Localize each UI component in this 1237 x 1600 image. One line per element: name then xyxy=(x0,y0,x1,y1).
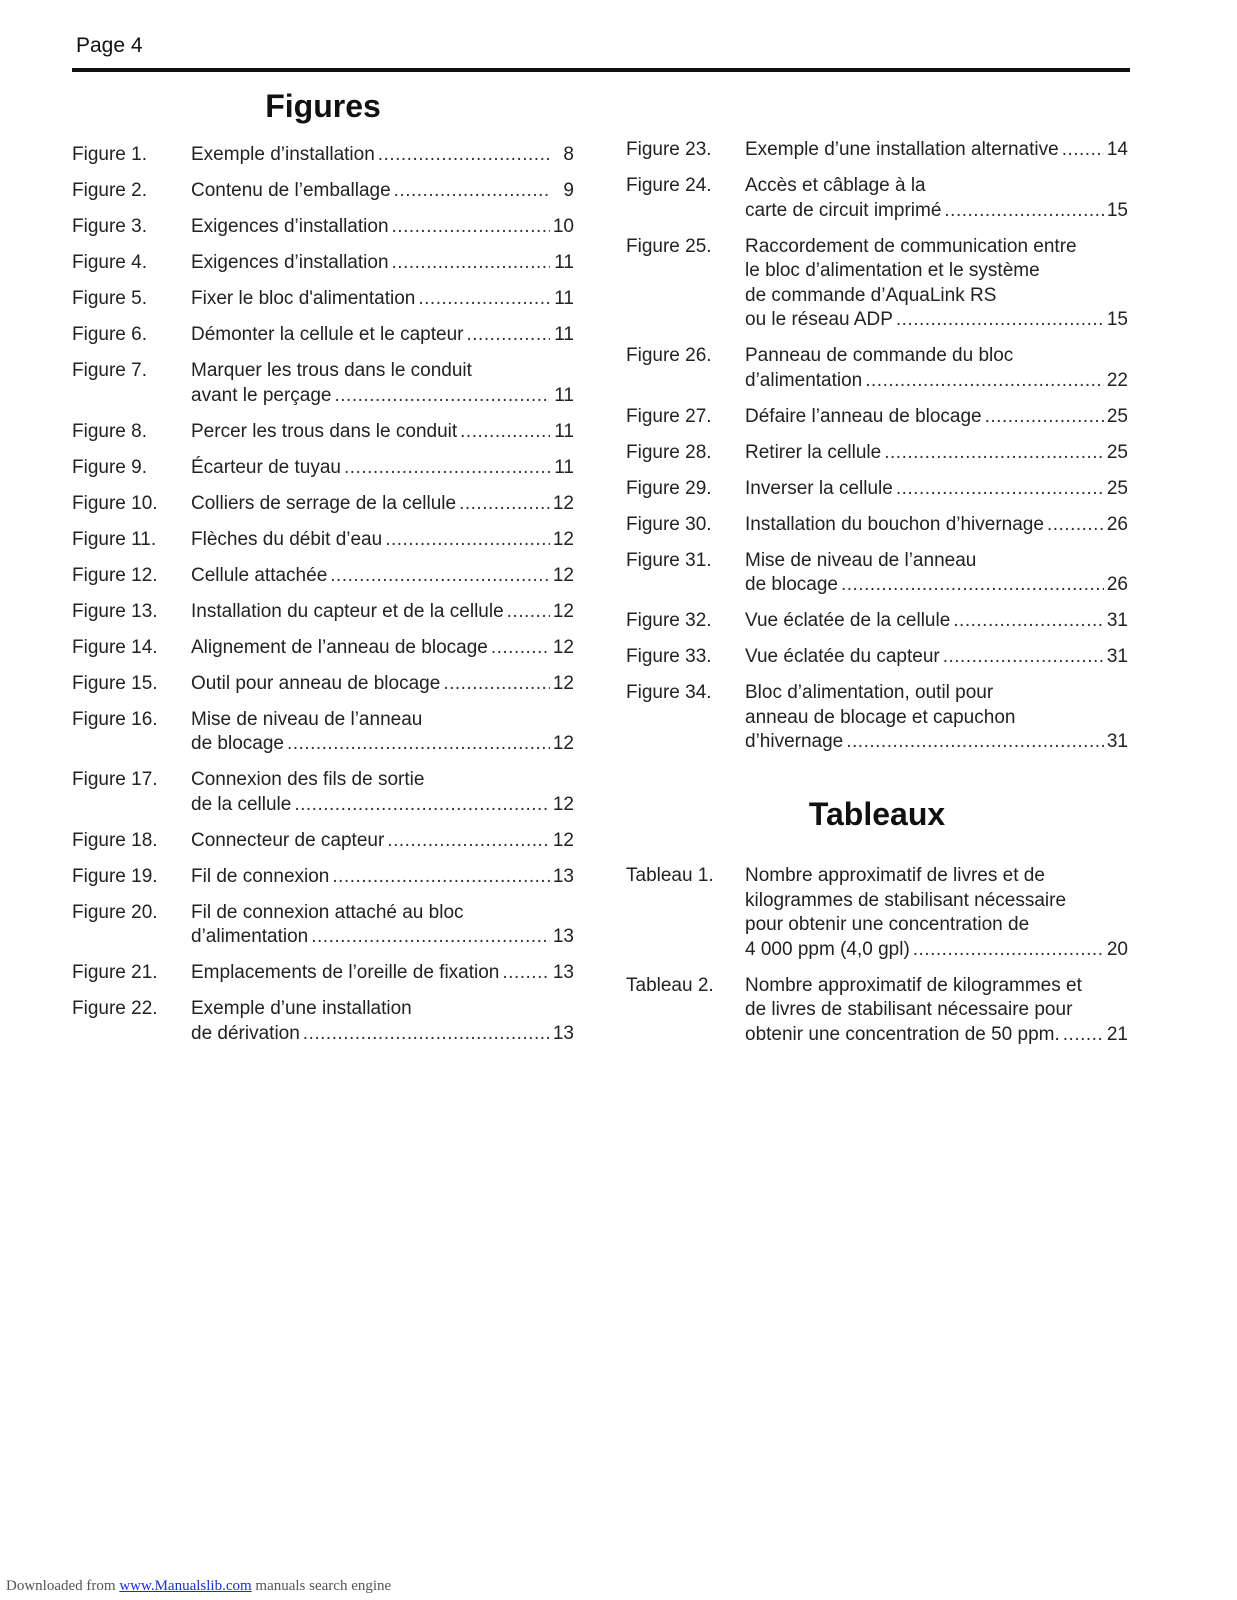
entry-page-number: 12 xyxy=(552,492,574,514)
entry-title-line: de blocage xyxy=(191,733,284,754)
entry-title-line: Connecteur de capteur xyxy=(191,829,385,851)
figure-entry[interactable] xyxy=(626,174,1128,223)
entry-final-line xyxy=(191,251,574,276)
entry-page-number: 11 xyxy=(554,456,574,478)
entry-title-line: Contenu de l’emballage xyxy=(191,180,391,201)
entry-title-line: de blocage xyxy=(745,574,838,595)
dot-leader xyxy=(459,492,550,517)
figure-entry[interactable] xyxy=(72,672,574,697)
entry-label: Figure 34. xyxy=(626,682,712,703)
entry-page-number: 13 xyxy=(552,865,574,887)
entry-label: Figure 20. xyxy=(72,901,158,923)
dot-leader xyxy=(344,456,550,481)
entry-body xyxy=(745,609,1128,634)
entry-page-number: 8 xyxy=(563,144,574,165)
entry-title-line: Fil de connexion xyxy=(191,865,330,887)
entry-body xyxy=(191,600,574,625)
entry-body xyxy=(191,708,574,757)
entry-title-line: de commande d’AquaLink RS xyxy=(745,284,997,306)
entry-body xyxy=(191,420,574,445)
figure-entry[interactable] xyxy=(626,549,1128,598)
entry-page-number: 26 xyxy=(1106,574,1128,595)
entry-final-line xyxy=(191,492,574,517)
entry-label: Figure 12. xyxy=(72,564,158,586)
entry-title-line: Accès et câblage à la xyxy=(745,175,926,196)
entry-final-line xyxy=(191,865,574,890)
dot-leader xyxy=(378,143,550,168)
entry-page-number: 12 xyxy=(552,733,574,754)
entry-label: Figure 1. xyxy=(72,144,147,165)
entry-page-number: 12 xyxy=(552,636,574,658)
entry-title-line: Exemple d’installation xyxy=(191,144,375,165)
entry-page-number: 15 xyxy=(1106,199,1128,221)
entry-page-number: 12 xyxy=(552,829,574,851)
entry-label: Figure 7. xyxy=(72,360,147,381)
entry-title-line: Exemple d’une installation xyxy=(191,998,412,1019)
entry-page-number: 13 xyxy=(552,1022,574,1044)
entry-label: Figure 26. xyxy=(626,345,712,366)
dot-leader xyxy=(841,573,1104,598)
entry-body xyxy=(191,456,574,481)
entry-body xyxy=(745,864,1128,962)
entry-body xyxy=(191,323,574,348)
entry-final-line xyxy=(745,405,1128,430)
dot-leader xyxy=(303,1022,550,1047)
entry-label: Figure 17. xyxy=(72,769,158,790)
entry-label: Figure 16. xyxy=(72,708,158,730)
entry-title-line: carte de circuit imprimé xyxy=(745,199,942,221)
entry-title-line: le bloc d’alimentation et le système xyxy=(745,260,1040,281)
entry-title-line: Flèches du débit d’eau xyxy=(191,528,383,550)
figure-entry[interactable] xyxy=(72,215,574,240)
entry-page-number: 11 xyxy=(554,288,574,309)
entry-title-line: avant le perçage xyxy=(191,384,332,406)
entry-body xyxy=(745,549,1128,598)
entry-title-line: Outil pour anneau de blocage xyxy=(191,672,441,694)
entry-page-number: 21 xyxy=(1106,1023,1128,1045)
dot-leader xyxy=(491,636,550,661)
entry-body xyxy=(745,138,1128,163)
entry-body xyxy=(191,528,574,553)
entry-title-line: Marquer les trous dans le conduit xyxy=(191,360,472,381)
entry-body xyxy=(191,143,574,168)
entry-page-number: 31 xyxy=(1106,610,1128,631)
entry-title-line: Fil de connexion attaché au bloc xyxy=(191,901,464,923)
entry-final-line xyxy=(745,1023,1128,1048)
entry-final-line xyxy=(745,573,1128,598)
figure-entry[interactable] xyxy=(72,997,574,1046)
entry-final-line xyxy=(745,199,1128,224)
entry-label: Figure 18. xyxy=(72,829,158,851)
entry-label: Figure 2. xyxy=(72,180,147,201)
entry-title-line: d’alimentation xyxy=(745,369,863,391)
figure-entry[interactable] xyxy=(72,708,574,757)
entry-final-line xyxy=(191,528,574,553)
table-entry[interactable] xyxy=(626,864,1128,962)
figure-entry[interactable] xyxy=(72,564,574,589)
figure-entry[interactable] xyxy=(626,513,1128,538)
entry-page-number: 25 xyxy=(1106,405,1128,427)
entry-body xyxy=(745,441,1128,466)
entry-page-number: 14 xyxy=(1106,139,1128,160)
entry-label: Figure 14. xyxy=(72,636,158,658)
dot-leader xyxy=(387,829,550,854)
dot-leader xyxy=(896,477,1104,502)
entry-page-number: 9 xyxy=(563,180,574,201)
entry-title-line: Raccordement de communication entre xyxy=(745,235,1077,257)
entry-page-number: 11 xyxy=(554,252,574,273)
entry-label: Figure 27. xyxy=(626,405,712,427)
dot-leader xyxy=(330,564,550,589)
entry-label: Figure 24. xyxy=(626,175,712,196)
entry-final-line xyxy=(745,441,1128,466)
figures-list-left xyxy=(72,143,574,1058)
entry-title-line: kilogrammes de stabilisant nécessaire xyxy=(745,889,1067,911)
entry-label: Figure 28. xyxy=(626,441,712,463)
entry-page-number: 11 xyxy=(554,420,574,442)
entry-body xyxy=(191,829,574,854)
entry-label: Figure 10. xyxy=(72,492,158,514)
entry-title-line: Défaire l’anneau de blocage xyxy=(745,405,982,427)
entry-label: Figure 11. xyxy=(72,528,157,550)
entry-title-line: d’alimentation xyxy=(191,926,309,947)
entry-page-number: 25 xyxy=(1106,477,1128,499)
dot-leader xyxy=(953,609,1104,634)
figure-entry[interactable] xyxy=(626,235,1128,333)
entry-title-line: Panneau de commande du bloc xyxy=(745,345,1014,366)
entry-title-line: Exigences d’installation xyxy=(191,252,389,273)
dot-leader xyxy=(294,793,550,818)
tableaux-list xyxy=(626,864,1128,1059)
entry-title-line: 4 000 ppm (4,0 gpl) xyxy=(745,938,910,960)
entry-title-line: Nombre approximatif de livres et de xyxy=(745,865,1045,886)
entry-label: Figure 9. xyxy=(72,456,147,478)
entry-label: Figure 33. xyxy=(626,646,712,667)
entry-label: Figure 30. xyxy=(626,513,712,535)
entry-page-number: 22 xyxy=(1106,369,1128,391)
entry-body xyxy=(191,492,574,517)
entry-final-line xyxy=(191,672,574,697)
entry-final-line xyxy=(745,938,1128,963)
dot-leader xyxy=(332,865,550,890)
entry-body xyxy=(191,215,574,240)
dot-leader xyxy=(865,369,1104,394)
entry-label: Figure 32. xyxy=(626,610,712,631)
dot-leader xyxy=(896,308,1104,333)
entry-label: Figure 19. xyxy=(72,865,158,887)
entry-final-line xyxy=(191,925,574,950)
entry-title-line: de livres de stabilisant nécessaire pour xyxy=(745,999,1073,1020)
entry-title-line: Colliers de serrage de la cellule xyxy=(191,492,457,514)
dot-leader xyxy=(392,251,550,276)
entry-title-line: Écarteur de tuyau xyxy=(191,456,341,478)
entry-title-line: Installation du bouchon d’hivernage xyxy=(745,513,1044,535)
entry-label: Tableau 2. xyxy=(626,974,714,996)
entry-title-line: Fixer le bloc d'alimentation xyxy=(191,288,416,309)
entry-page-number: 31 xyxy=(1106,646,1128,667)
entry-final-line xyxy=(191,732,574,757)
entry-title-line: Exemple d’une installation alternative xyxy=(745,139,1059,160)
entry-body xyxy=(745,645,1128,670)
entry-label: Tableau 1. xyxy=(626,865,714,886)
entry-final-line xyxy=(191,1022,574,1047)
entry-title-line: Percer les trous dans le conduit xyxy=(191,420,458,442)
entry-page-number: 31 xyxy=(1106,731,1128,752)
entry-title-line: Inverser la cellule xyxy=(745,477,893,499)
entry-body xyxy=(745,974,1128,1048)
entry-title-line: obtenir une concentration de 50 ppm. xyxy=(745,1023,1060,1045)
entry-page-number: 11 xyxy=(554,384,574,406)
dot-leader xyxy=(1047,513,1104,538)
entry-final-line xyxy=(745,730,1128,755)
entry-body xyxy=(191,359,574,408)
dot-leader xyxy=(418,287,550,312)
entry-body xyxy=(745,681,1128,755)
entry-body xyxy=(191,636,574,661)
figures-title: Figures xyxy=(265,88,381,124)
tableaux-title: Tableaux xyxy=(808,796,946,832)
entry-title-line: Connexion des fils de sortie xyxy=(191,769,425,790)
figure-entry[interactable] xyxy=(72,359,574,408)
entry-body xyxy=(191,564,574,589)
entry-page-number: 12 xyxy=(552,600,574,622)
entry-final-line xyxy=(745,138,1128,163)
figure-entry[interactable] xyxy=(626,344,1128,393)
figure-entry[interactable] xyxy=(72,768,574,817)
dot-leader xyxy=(1063,1023,1104,1048)
dot-leader xyxy=(466,323,550,348)
dot-leader xyxy=(385,528,550,553)
entry-title-line: Installation du capteur et de la cellule xyxy=(191,600,504,622)
dot-leader xyxy=(335,384,551,409)
entry-label: Figure 21. xyxy=(72,962,158,983)
entry-final-line xyxy=(191,961,574,986)
figure-entry[interactable] xyxy=(72,636,574,661)
entry-body xyxy=(191,179,574,204)
entry-body xyxy=(191,672,574,697)
entry-final-line xyxy=(191,564,574,589)
figure-entry[interactable] xyxy=(72,420,574,445)
entry-final-line xyxy=(191,636,574,661)
entry-final-line xyxy=(191,420,574,445)
entry-final-line xyxy=(745,513,1128,538)
entry-label: Figure 3. xyxy=(72,216,147,237)
entry-label: Figure 8. xyxy=(72,420,147,442)
entry-page-number: 15 xyxy=(1106,309,1128,330)
entry-title-line: Vue éclatée de la cellule xyxy=(745,610,951,631)
entry-page-number: 26 xyxy=(1106,513,1128,535)
entry-body xyxy=(191,251,574,276)
entry-final-line xyxy=(745,645,1128,670)
entry-title-line: de la cellule xyxy=(191,793,292,815)
entry-page-number: 13 xyxy=(552,962,574,983)
entry-final-line xyxy=(191,793,574,818)
figure-entry[interactable] xyxy=(626,441,1128,466)
figure-entry[interactable] xyxy=(72,829,574,854)
entry-title-line: pour obtenir une concentration de xyxy=(745,914,1030,935)
entry-final-line xyxy=(191,829,574,854)
entry-body xyxy=(191,961,574,986)
entry-body xyxy=(745,477,1128,502)
figure-entry[interactable] xyxy=(72,901,574,950)
entry-body xyxy=(191,768,574,817)
entry-body xyxy=(745,405,1128,430)
entry-label: Figure 4. xyxy=(72,252,147,273)
entry-title-line: Vue éclatée du capteur xyxy=(745,646,940,667)
dot-leader xyxy=(443,672,550,697)
figure-entry[interactable] xyxy=(72,251,574,276)
entry-label: Figure 22. xyxy=(72,998,158,1019)
entry-final-line xyxy=(745,369,1128,394)
entry-label: Figure 6. xyxy=(72,324,147,345)
figure-entry[interactable] xyxy=(626,609,1128,634)
figure-entry[interactable] xyxy=(626,645,1128,670)
dot-leader xyxy=(502,961,550,986)
figures-list-right xyxy=(626,138,1128,766)
entry-final-line xyxy=(191,287,574,312)
dot-leader xyxy=(846,730,1104,755)
entry-body xyxy=(745,174,1128,223)
entry-title-line: Cellule attachée xyxy=(191,564,328,586)
figure-entry[interactable] xyxy=(72,492,574,517)
entry-final-line xyxy=(191,143,574,168)
entry-title-line: Exigences d’installation xyxy=(191,216,389,237)
entry-title-line: anneau de blocage et capuchon xyxy=(745,706,1016,728)
dot-leader xyxy=(985,405,1104,430)
entry-page-number: 13 xyxy=(552,926,574,947)
entry-body xyxy=(191,865,574,890)
entry-label: Figure 29. xyxy=(626,477,712,499)
entry-page-number: 25 xyxy=(1106,441,1128,463)
figure-entry[interactable] xyxy=(626,138,1128,163)
footer-prefix: Downloaded from xyxy=(6,1578,120,1594)
figure-entry[interactable] xyxy=(72,143,574,168)
figure-entry[interactable] xyxy=(72,456,574,481)
dot-leader xyxy=(884,441,1104,466)
entry-label: Figure 31. xyxy=(626,549,712,571)
entry-title-line: Nombre approximatif de kilogrammes et xyxy=(745,974,1082,996)
entry-final-line xyxy=(191,456,574,481)
download-footer xyxy=(6,1578,391,1595)
figure-entry[interactable] xyxy=(626,681,1128,755)
entry-title-line: Mise de niveau de l’anneau xyxy=(745,549,977,571)
entry-label: Figure 5. xyxy=(72,288,147,309)
entry-body xyxy=(745,235,1128,333)
entry-title-line: Bloc d’alimentation, outil pour xyxy=(745,682,994,703)
dot-leader xyxy=(943,645,1104,670)
entry-final-line xyxy=(191,215,574,240)
entry-final-line xyxy=(191,323,574,348)
dot-leader xyxy=(1062,138,1104,163)
entry-label: Figure 15. xyxy=(72,672,158,694)
entry-page-number: 12 xyxy=(552,564,574,586)
entry-page-number: 12 xyxy=(552,672,574,694)
manualslib-link[interactable]: www.Manualslib.com xyxy=(119,1578,252,1594)
entry-title-line: ou le réseau ADP xyxy=(745,309,893,330)
entry-page-number: 12 xyxy=(552,528,574,550)
entry-title-line: Emplacements de l’oreille de fixation xyxy=(191,962,500,983)
entry-page-number: 20 xyxy=(1106,938,1128,960)
entry-body xyxy=(191,901,574,950)
table-entry[interactable] xyxy=(626,974,1128,1048)
header-rule xyxy=(72,68,1130,72)
entry-title-line: Alignement de l’anneau de blocage xyxy=(191,636,488,658)
figure-entry[interactable] xyxy=(72,961,574,986)
entry-label: Figure 13. xyxy=(72,600,158,622)
entry-title-line: de dérivation xyxy=(191,1022,300,1044)
dot-leader xyxy=(394,179,550,204)
entry-label: Figure 25. xyxy=(626,235,712,257)
figure-entry[interactable] xyxy=(72,179,574,204)
figure-entry[interactable] xyxy=(626,405,1128,430)
dot-leader xyxy=(944,199,1104,224)
entry-title-line: Mise de niveau de l’anneau xyxy=(191,708,423,730)
entry-title-line: Démonter la cellule et le capteur xyxy=(191,324,464,345)
entry-body xyxy=(191,287,574,312)
figure-entry[interactable] xyxy=(72,865,574,890)
entry-final-line xyxy=(745,609,1128,634)
dot-leader xyxy=(287,732,550,757)
entry-final-line xyxy=(745,477,1128,502)
footer-suffix: manuals search engine xyxy=(251,1578,392,1594)
entry-page-number: 12 xyxy=(552,793,574,815)
entry-final-line xyxy=(745,308,1128,333)
figure-entry[interactable] xyxy=(72,600,574,625)
entry-body xyxy=(745,513,1128,538)
dot-leader xyxy=(913,938,1104,963)
entry-page-number: 10 xyxy=(552,216,574,237)
dot-leader xyxy=(311,925,550,950)
figure-entry[interactable] xyxy=(72,528,574,553)
figure-entry[interactable] xyxy=(626,477,1128,502)
dot-leader xyxy=(392,215,550,240)
page-number-label: Page 4 xyxy=(76,34,143,57)
entry-final-line xyxy=(191,600,574,625)
dot-leader xyxy=(460,420,550,445)
entry-body xyxy=(745,344,1128,393)
entry-page-number: 11 xyxy=(554,324,574,345)
figure-entry[interactable] xyxy=(72,323,574,348)
entry-body xyxy=(191,997,574,1046)
entry-title-line: d’hivernage xyxy=(745,731,844,752)
entry-label: Figure 23. xyxy=(626,139,712,160)
figure-entry[interactable] xyxy=(72,287,574,312)
dot-leader xyxy=(507,600,550,625)
entry-final-line xyxy=(191,384,574,409)
entry-title-line: Retirer la cellule xyxy=(745,441,882,463)
entry-final-line xyxy=(191,179,574,204)
